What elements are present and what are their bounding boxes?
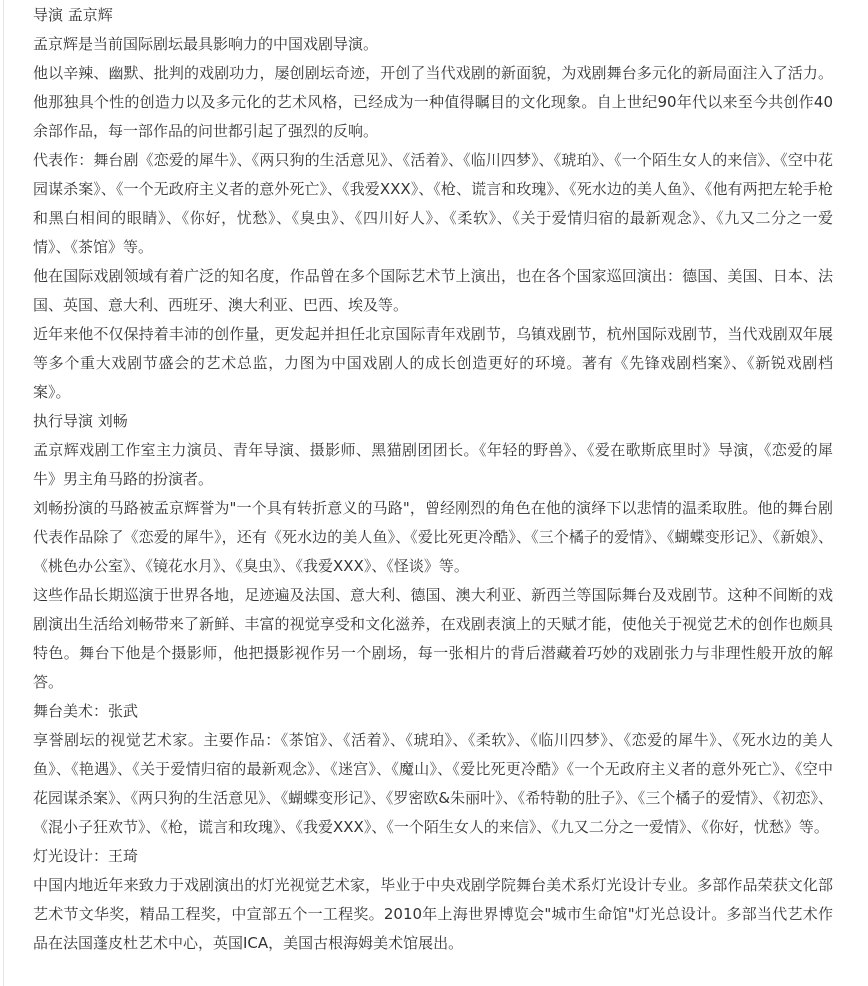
paragraph-director-summary: 孟京辉是当前国际剧坛最具影响力的中国戏剧导演。 [33,35,379,53]
paragraph-director-works: 代表作：舞台剧《恋爱的犀牛》、《两只狗的生活意见》、《活着》、《临川四梦》、《琥珀》、《一个陌生女人的来信》、《空中花园谋杀案》、《一个无政府主义者的意外死亡》、《我爱XXX》、《枪、谎言和玫瑰》、《死水边的美人鱼》、《他有两把左轮手枪和黑白相间的眼睛》、《你好，忧愁》、《臭虫》、《四川好人》、《柔软》、《关于爱情归宿的最新观念》、《九又二分之一爱情》、《茶馆》等。 [33,151,833,256]
paragraph-stage-design-works: 享誉剧坛的视觉艺术家。主要作品：《茶馆》、《活着》、《琥珀》、《柔软》、《临川四梦》、《恋爱的犀牛》、《死水边的美人鱼》、《艳遇》、《关于爱情归宿的最新观念》、《迷宫》、《魔山》、《爱比死更冷酷》《一个无政府主义者的意外死亡》、《空中花园谋杀案》、《两只狗的生活意见》、《蝴蝶变形记》、《罗密欧&朱丽叶》、《希特勒的肚子》、《三个橘子的爱情》、《初恋》、《混小子狂欢节》、《枪，谎言和玫瑰》、《我爱XXX》、《一个陌生女人的来信》、《九又二分之一爱情》、《你好，忧愁》等。 [33,731,833,836]
left-border-line [3,0,4,986]
section-heading-director: 导演 孟京辉 [33,6,113,24]
paragraph-director-style: 他以辛辣、幽默、批判的戏剧功力，屡创剧坛奇迹，开创了当代戏剧的新面貌，为戏剧舞台多元化的新局面注入了活力。他那独具个性的创造力以及多元化的艺术风格，已经成为一种值得瞩目的文化现象。自上世纪90年代以来至今共创作40余部作品，每一部作品的问世都引起了强烈的反响。 [33,64,833,140]
paragraph-executive-director-summary: 孟京辉戏剧工作室主力演员、青年导演、摄影师、黑猫剧团团长。《年轻的野兽》、《爱在歌斯底里时》导演，《恋爱的犀牛》男主角马路的扮演者。 [33,441,833,488]
paragraph-executive-director-tours: 这些作品长期巡演于世界各地，足迹遍及法国、意大利、德国、澳大利亚、新西兰等国际舞台及戏剧节。这种不间断的戏剧演出生活给刘畅带来了新鲜、丰富的视觉享受和文化滋养，在戏剧表演上的天赋才能，使他关于视觉艺术的创作也颇具特色。舞台下他是个摄影师，他把摄影视作另一个剧场，每一张相片的背后潜藏着巧妙的戏剧张力与非理性般开放的解答。 [33,586,833,691]
article-body [33,0,833,958]
section-heading-executive-director: 执行导演 刘畅 [33,412,128,430]
paragraph-director-international: 他在国际戏剧领域有着广泛的知名度，作品曾在多个国际艺术节上演出，也在各个国家巡回演出：德国、美国、日本、法国、英国、意大利、西班牙、澳大利亚、巴西、埃及等。 [33,267,833,314]
paragraph-executive-director-works: 刘畅扮演的马路被孟京辉誉为"一个具有转折意义的马路"，曾经刚烈的角色在他的演绎下以悲情的温柔取胜。他的舞台剧代表作品除了《恋爱的犀牛》，还有《死水边的美人鱼》、《爱比死更冷酷》、《三个橘子的爱情》、《蝴蝶变形记》、《新娘》、《桃色办公室》、《镜花水月》、《臭虫》、《我爱XXX》、《怪谈》等。 [33,499,833,575]
paragraph-lighting-design-summary: 中国内地近年来致力于戏剧演出的灯光视觉艺术家，毕业于中央戏剧学院舞台美术系灯光设计专业。多部作品荣获文化部艺术节文华奖，精品工程奖，中宣部五个一工程奖。2010年上海世界博览会"城市生命馆"灯光总设计。多部当代艺术作品在法国蓬皮杜艺术中心，英国ICA，美国古根海姆美术馆展出。 [33,876,833,952]
paragraph-director-festivals: 近年来他不仅保持着丰沛的创作量，更发起并担任北京国际青年戏剧节，乌镇戏剧节，杭州国际戏剧节，当代戏剧双年展等多个重大戏剧节盛会的艺术总监，力图为中国戏剧人的成长创造更好的环境。著有《先锋戏剧档案》、《新锐戏剧档案》。 [33,325,833,401]
section-heading-lighting-design: 灯光设计：王琦 [33,847,139,865]
section-heading-stage-design: 舞台美术：张武 [33,702,139,720]
